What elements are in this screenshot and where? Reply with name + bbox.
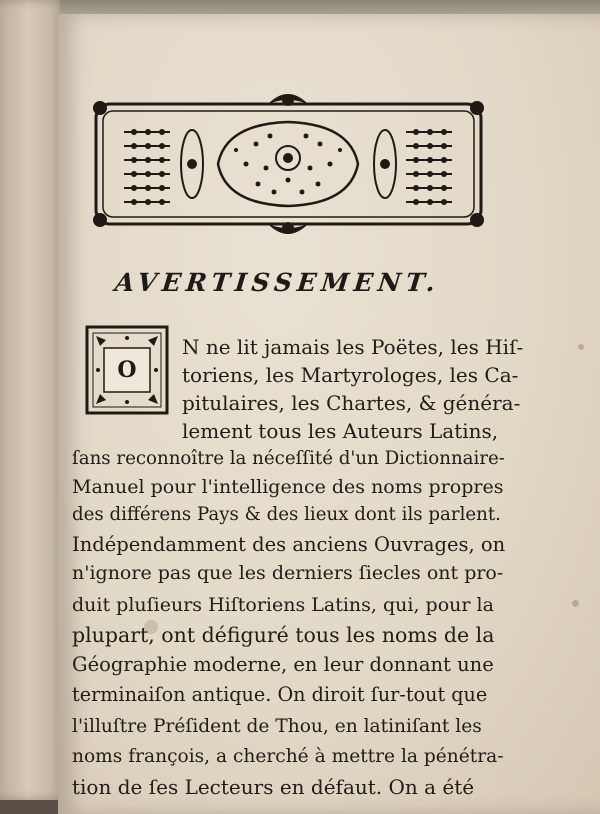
text-line: lement tous les Auteurs Latins, bbox=[182, 419, 499, 443]
ornamental-headpiece bbox=[86, 88, 491, 240]
text-line: duit pluſieurs Hiſtoriens Latins, qui, pour la bbox=[72, 594, 494, 616]
text-line: plupart, ont défiguré tous les noms de la bbox=[72, 623, 495, 647]
text-line: noms françois, a cherché à mettre la pénétra- bbox=[72, 746, 504, 767]
dropcap-frame bbox=[84, 324, 170, 416]
foxing-spot bbox=[578, 344, 584, 350]
text-line: Indépendamment des anciens Ouvrages, on bbox=[72, 533, 506, 556]
central-medallion bbox=[218, 122, 358, 206]
text-line: l'illuſtre Préſident de Thou, en latiniſant les bbox=[72, 716, 482, 737]
foxing-spot bbox=[572, 600, 579, 607]
text-line: ſans reconnoître la néceſſité d'un Dictionnaire- bbox=[72, 448, 505, 469]
dropcap-letter: O bbox=[117, 357, 137, 383]
text-line: des différens Pays & des lieux dont ils parlent. bbox=[72, 504, 501, 525]
text-line: Géographie moderne, en leur donnant une bbox=[72, 653, 494, 676]
page-title: AVERTISSEMENT. bbox=[113, 268, 442, 297]
text-line: pitulaires, les Chartes, & généra- bbox=[182, 391, 521, 415]
text-line: Manuel pour l'intelligence des noms propres bbox=[72, 476, 504, 498]
text-line: n'ignore pas que les derniers ſiecles ont pro- bbox=[72, 562, 504, 584]
text-line: toriens, les Martyrologes, les Ca- bbox=[182, 363, 519, 387]
sprig-cluster-left bbox=[124, 132, 170, 202]
text-line: tion de ſes Lecteurs en défaut. On a été bbox=[72, 775, 475, 799]
text-line: terminaiſon antique. On diroit ſur-tout que bbox=[72, 683, 488, 706]
text-line: N ne lit jamais les Poëtes, les Hiſ- bbox=[182, 335, 524, 359]
